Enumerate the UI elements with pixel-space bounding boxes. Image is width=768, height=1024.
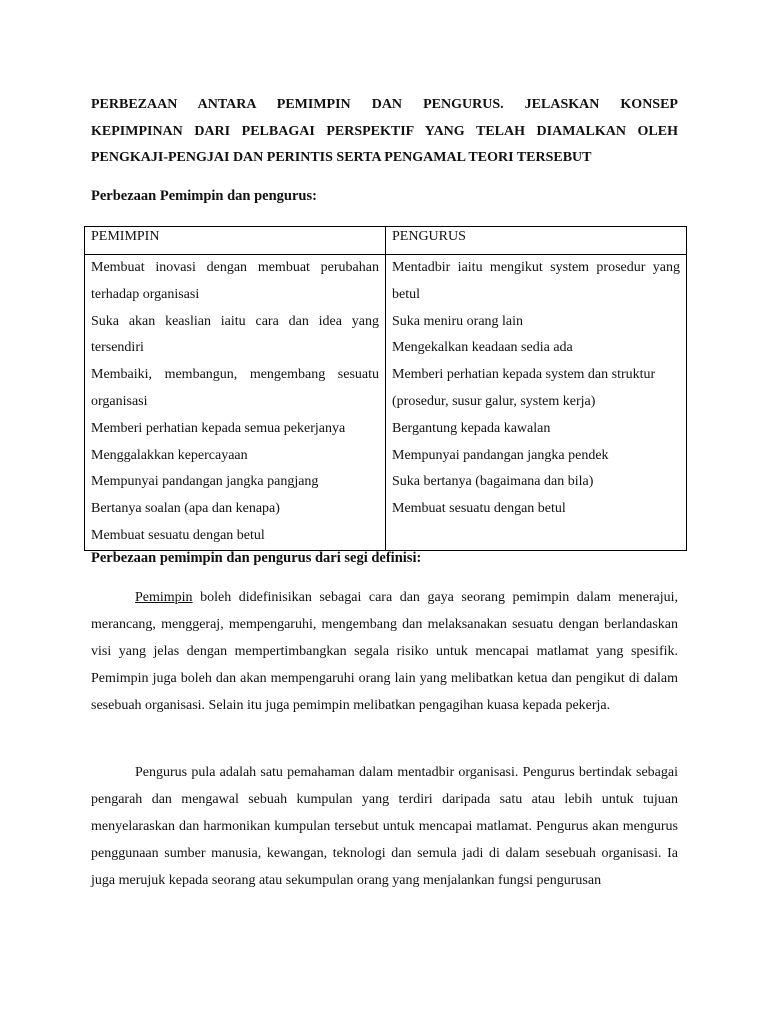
list-item: Suka akan keaslian iaitu cara dan idea yang tersendiri [91,313,379,356]
list-item: Mempunyai pandangan jangka pangjang [91,474,319,490]
list-item: Mentadbir iaitu mengikut system prosedur yang betul [392,260,680,302]
list-item: Mempunyai pandangan jangka pendek [392,447,609,463]
column-header-pengurus: PENGURUS [386,227,687,255]
list-item: Bertanya soalan (apa dan kenapa) [91,501,280,517]
title-line: PENGKAJI-PENGJAI DAN PERINTIS SERTA PENGAMAL TEORI TERSEBUT [91,150,592,165]
term-pemimpin: Pemimpin [135,590,193,605]
list-item: Menggalakkan kepercayaan [91,447,248,463]
paragraph-pemimpin [91,584,678,719]
paragraph-pemimpin-text: boleh didefinisikan sebagai cara dan gaya seorang pemimpin dalam menerajui, merancang, menggeraj, mempengaruhi, mengembang dan melaksanakan sesuatu dengan berlandaskan visi yang jelas dengan mempertimbangkan segala risiko untuk mencapai matlamat yang spesifik. Pemimpin juga boleh dan akan mempengaruhi orang lain yang melibatkan ketua dan pengikut di dalam sesebuah organisasi. Selain itu juga pemimpin melibatkan pengagihan kuasa kepada pekerja. [91,590,678,713]
list-item: Suka bertanya (bagaimana dan bila) [392,474,594,490]
list-item: Membaiki, membangun, mengembang sesuatu organisasi [91,367,379,409]
table-header-row [85,227,687,255]
title-line: KEPIMPINAN DARI PELBAGAI PERSPEKTIF YANG TELAH DIAMALKAN OLEH [91,123,678,139]
section-heading-perbezaan: Perbezaan Pemimpin dan pengurus: [91,188,317,204]
pemimpin-cell [85,255,386,551]
list-item: Mengekalkan keadaan sedia ada [392,340,573,356]
table-row [85,255,687,551]
list-item: Memberi perhatian kepada system dan struktur (prosedur, susur galur, system kerja) [392,367,656,409]
list-item: Memberi perhatian kepada semua pekerjanya [91,420,346,436]
list-item: Bergantung kepada kawalan [392,420,551,436]
list-item: Suka meniru orang lain [392,313,524,329]
list-item: Membuat sesuatu dengan betul [392,501,566,517]
column-header-pemimpin: PEMIMPIN [85,227,386,255]
section-heading-definisi: Perbezaan pemimpin dan pengurus dari segi definisi: [91,550,422,566]
paragraph-pengurus-text: Pengurus pula adalah satu pemahaman dalam mentadbir organisasi. Pengurus bertindak sebagai pengarah dan mengawal sebuah kumpulan yang terdiri daripada satu atau lebih untuk tujuan menyelaraskan dan harmonikan kumpulan tersebut untuk mencapai matlamat. Pengurus akan mengurus penggunaan sumber manusia, kewangan, teknologi dan semula jadi di dalam sesebuah organisasi. Ia juga merujuk kepada seorang atau sekumpulan orang yang menjalankan fungsi pengurusan [91,765,678,888]
list-item: Membuat sesuatu dengan betul [91,527,265,543]
comparison-table [84,226,687,551]
paragraph-pengurus [91,759,678,894]
title-line: PERBEZAAN ANTARA PEMIMPIN DAN PENGURUS. JELASKAN KONSEP [91,97,678,112]
list-item: Membuat inovasi dengan membuat perubahan terhadap organisasi [91,260,379,302]
pengurus-cell [386,255,687,551]
document-title [91,92,678,172]
